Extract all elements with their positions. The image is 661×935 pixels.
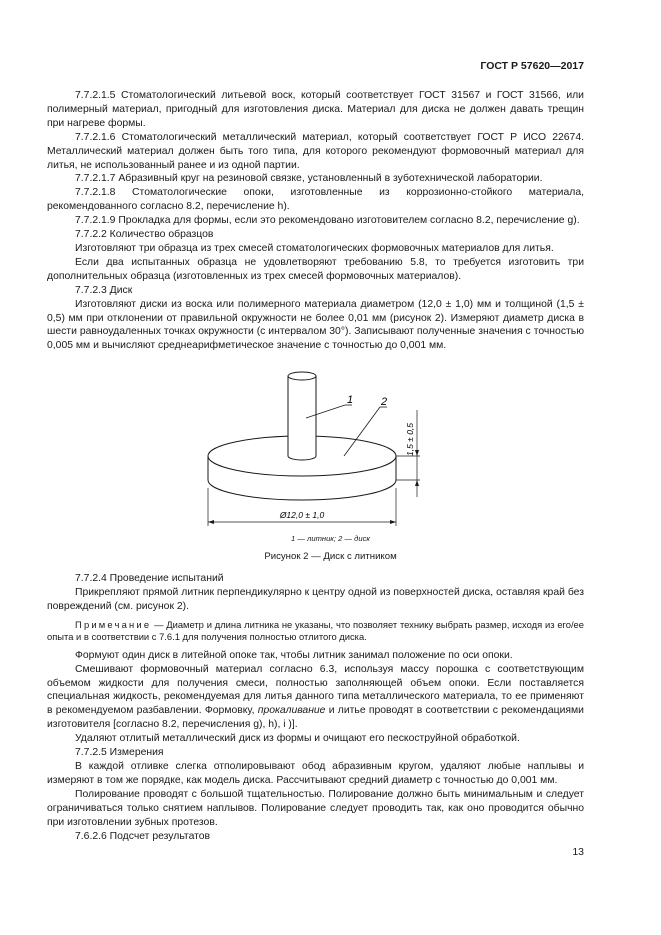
note-text: — Диаметр и длина литника не указаны, что позволяет технику выбрать размер, исходя из его/ее опыта и в соответствии с 7.6.1 для получения полностью отлитого диска. <box>47 618 584 643</box>
document-number-header: ГОСТ Р 57620—2017 <box>480 60 584 72</box>
paragraph-testing-4: Удаляют отлитый металлический диск из формы и очищают его пескоструйной обработкой. <box>75 733 520 745</box>
body-text-top <box>47 89 584 353</box>
paragraph-testing-2: Формуют один диск в литейной опоке так, чтобы литник занимал положение по оси опоки. <box>75 649 513 661</box>
section-heading-measurements: 7.7.2.5 Измерения <box>75 747 164 759</box>
section-heading-disc: 7.7.2.3 Диск <box>75 284 133 296</box>
note <box>47 619 584 644</box>
paragraph-testing-3-part-a: Смешивают формовочный материал согласно 6.3, используя массу порошка с соответствующим объемом жидкости для получения смеси, полностью заполняющей объем опоки. Если поставляется специальная жидкость, рекомендуемая для литья данного типа металлического материала, то ее применяют в рекомендуемом разбавлении. Формовку, <box>47 663 584 717</box>
paragraph-sample-count-1: Изготовляют три образца из трех смесей стоматологических формовочных материалов для литья. <box>75 242 554 254</box>
section-heading-testing: 7.7.2.4 Проведение испытаний <box>75 573 224 584</box>
dimension-diameter-label: Ø12,0 ± 1,0 <box>279 510 325 520</box>
page-number: 13 <box>572 846 584 858</box>
dimension-thickness-label: 1,5 ± 0,5 <box>405 422 415 456</box>
body-text-bottom <box>47 572 584 843</box>
paragraph-7-7-2-1-6: 7.7.2.1.6 Стоматологический металлический материал, который соответствует ГОСТ Р ИСО 22674. Металлический материал должен быть того типа, для которого рекомендуют формовочный материал для литья, не использованный ранее и из одной партии. <box>47 131 584 171</box>
paragraph-measurements-2: Полирование проводят с большой тщательностью. Полирование должно быть минимальным и следует ограничиваться только снятием наплывов. Полирование следует проводить так, как оно проводится обычно при изготовлении зубных протезов. <box>47 788 584 828</box>
section-heading-sample-count: 7.7.2.2 Количество образцов <box>75 229 214 241</box>
figure-disc-with-sprue <box>180 352 440 552</box>
paragraph-sample-count-2: Если два испытанных образца не удовлетворяют требованию 5.8, то требуется изготовить три дополнительных образца (изготовленных из трех смесей формовочных материалов). <box>47 256 584 282</box>
paragraph-measurements-1: В каждой отливке слегка отполировывают обод абразивным кругом, удаляют любые наплывы и измеряют в том же порядке, как модель диска. Рассчитывают средний диаметр с точностью до 0,001 мм. <box>47 760 584 786</box>
paragraph-7-7-2-1-5: 7.7.2.1.5 Стоматологический литьевой воск, который соответствует ГОСТ 31567 и ГОСТ 31566, или полимерный материал, пригодный для изготовления диска. Материал для диска не должен давать трещин при нагреве формы. <box>47 90 584 129</box>
paragraph-disc: Изготовляют диски из воска или полимерного материала диаметром (12,0 ± 1,0) мм и толщиной (1,5 ± 0,5) мм при отклонении от правильной окружности не более 0,01 мм (рисунок 2). Измеряют диаметр диска в шести равноудаленных точках окружности (с интервалом 30°). Записывают полученные значения с точностью 0,005 мм и вычисляют среднеарифметическое значение с точностью до 0,001 мм. <box>47 298 584 352</box>
paragraph-testing-3-part-b: и литье проводят в соответствии с рекомендациями изготовителя [согласно 8.2, перечисления g), h), i )]. <box>47 705 584 731</box>
paragraph-testing-3-italic: прокаливание <box>257 705 326 717</box>
figure-legend: 1 — литник; 2 — диск <box>291 534 370 543</box>
section-heading-results: 7.6.2.6 Подсчет результатов <box>75 830 211 842</box>
note-label: Примечание <box>75 618 152 630</box>
paragraph-7-7-2-1-8: 7.7.2.1.8 Стоматологические опоки, изготовленные из коррозионно-стойкого материала, рекомендованного согласно 8.2, перечисление h). <box>47 187 584 213</box>
paragraph-testing-1: Прикрепляют прямой литник перпендикулярно к центру одной из поверхностей диска, оставляя край без повреждений (см. рисунок 2). <box>47 586 584 612</box>
paragraph-testing-3 <box>47 663 584 733</box>
label-1: 1 <box>347 394 354 406</box>
paragraph-7-7-2-1-7: 7.7.2.1.7 Абразивный круг на резиновой связке, установленный в зуботехнической лаборатории. <box>75 173 543 185</box>
label-2: 2 <box>381 396 388 408</box>
figure-caption: Рисунок 2 — Диск с литником <box>264 551 397 562</box>
paragraph-7-7-2-1-9: 7.7.2.1.9 Прокладка для формы, если это рекомендовано изготовителем согласно 8.2, перечисление g). <box>75 215 580 227</box>
